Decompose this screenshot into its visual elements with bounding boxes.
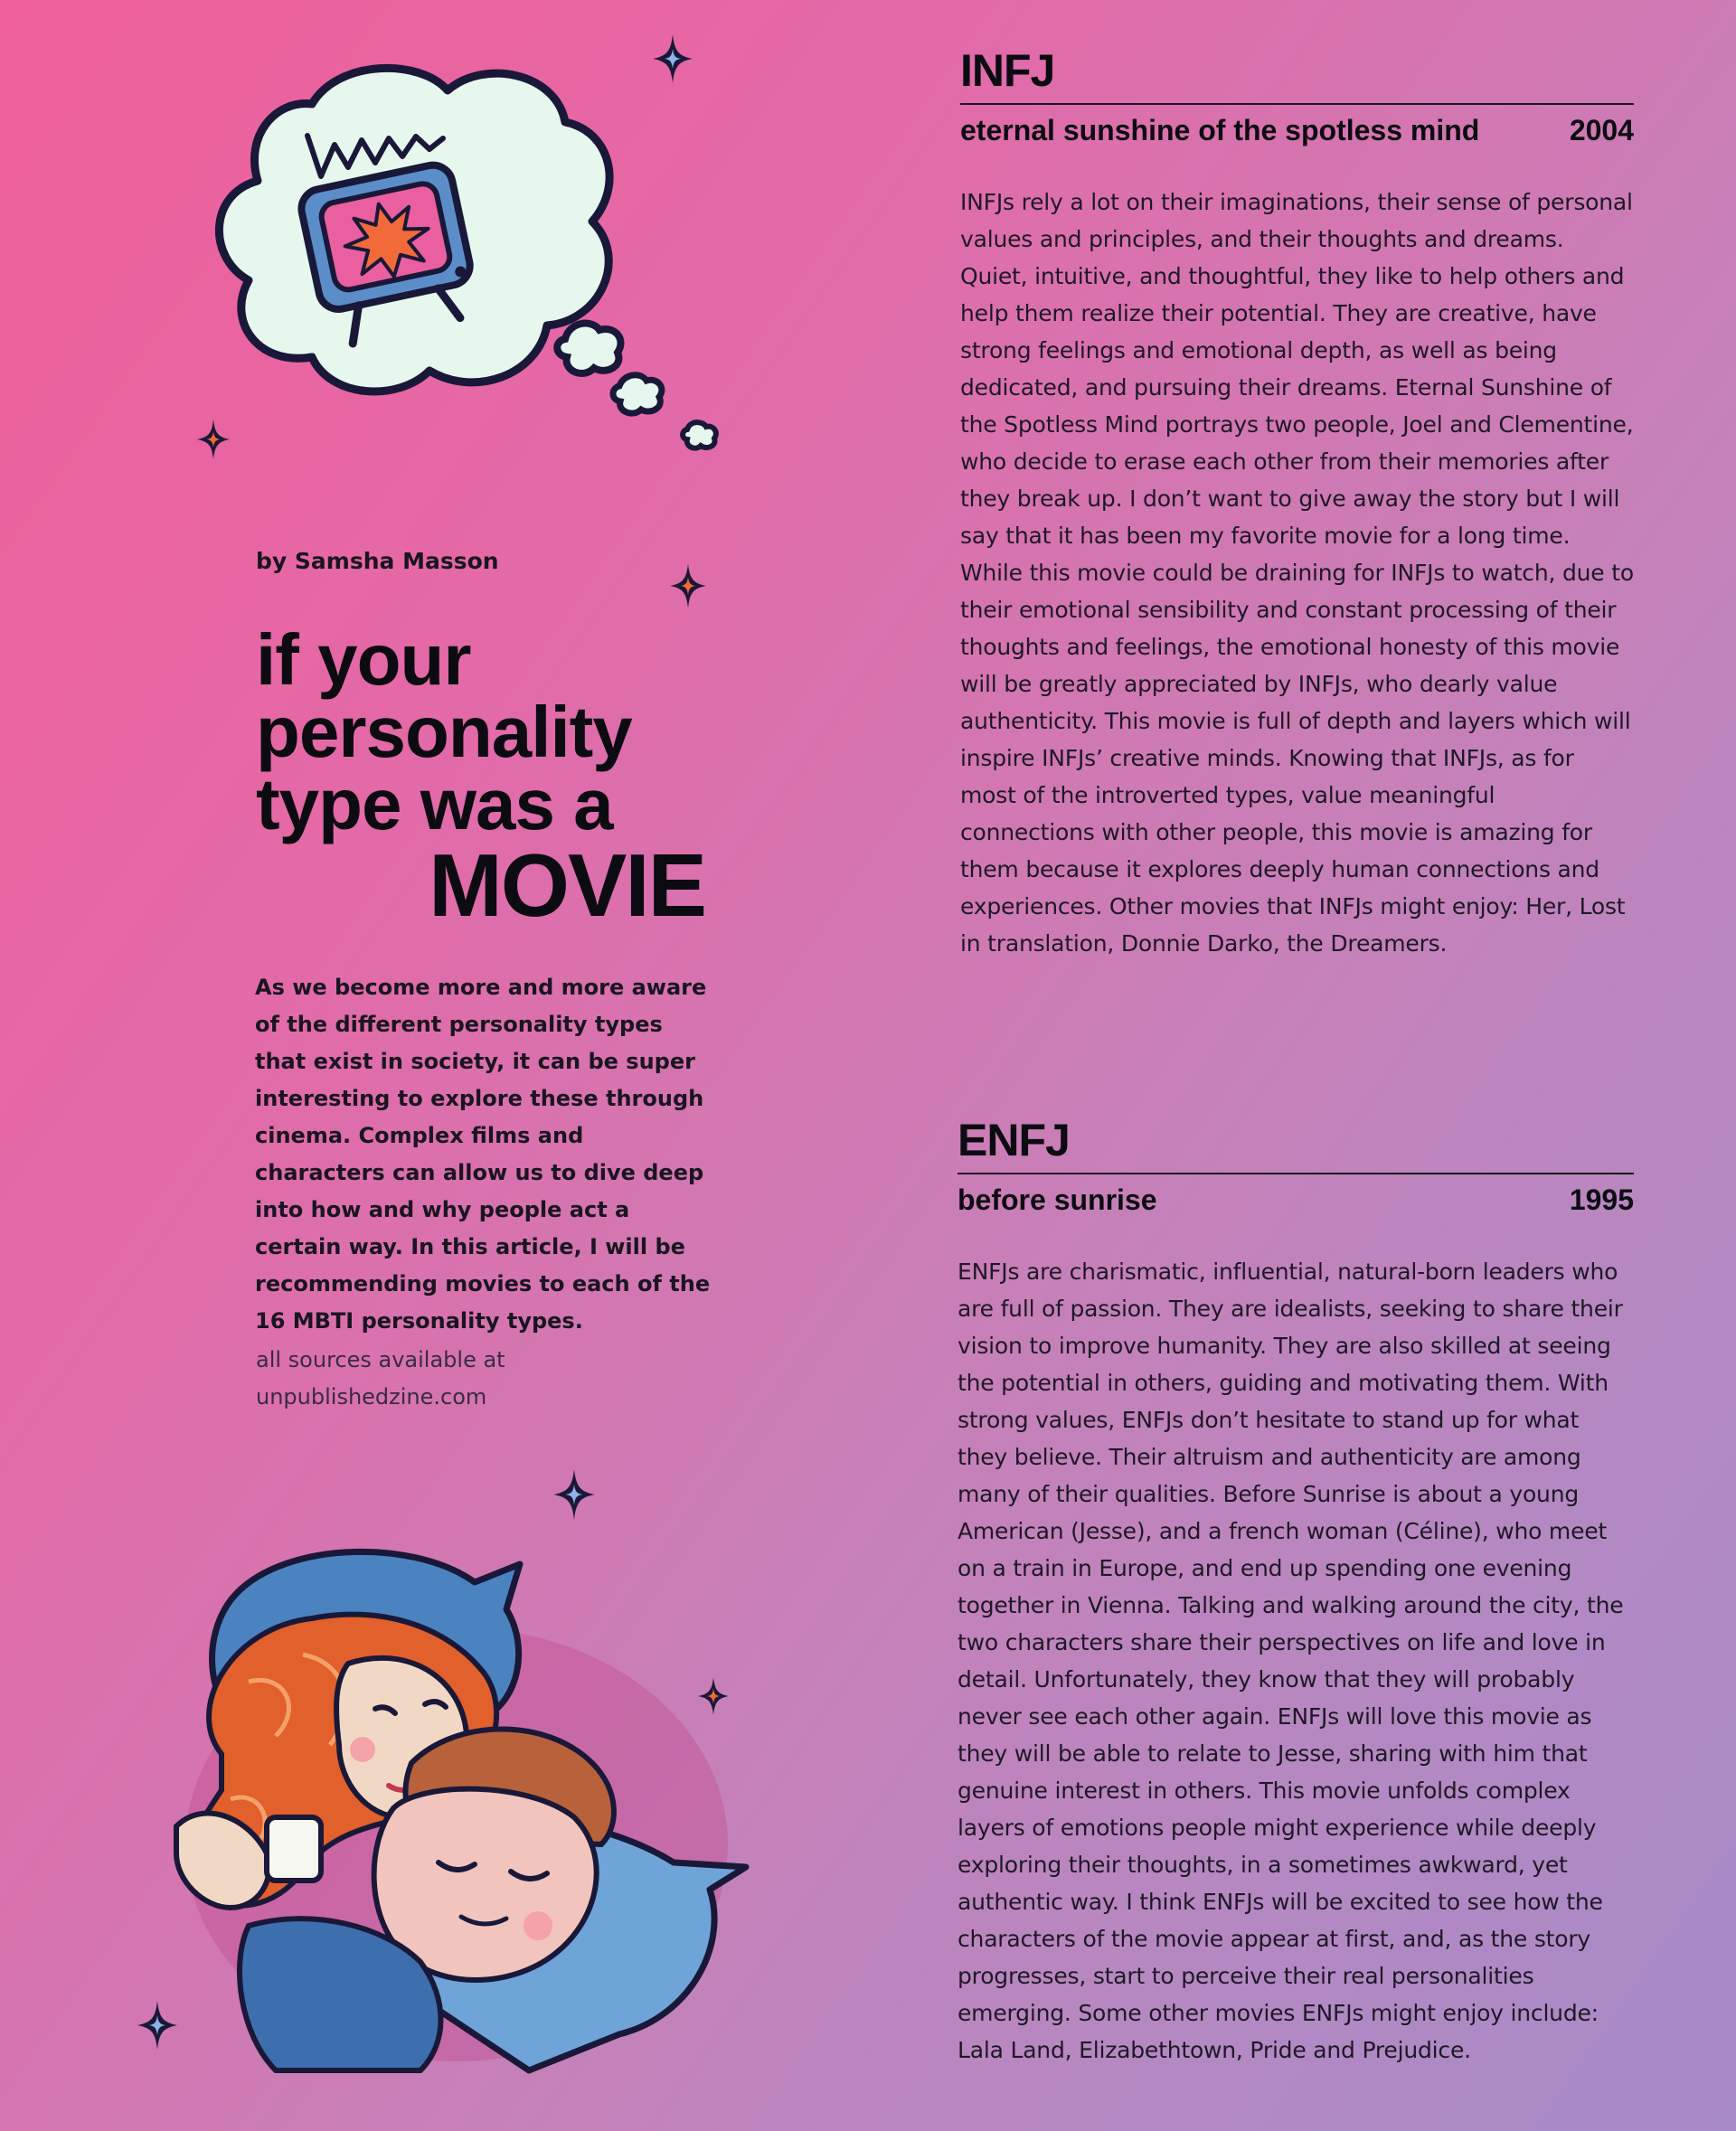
- divider: [958, 1173, 1634, 1174]
- movie-year: 2004: [1569, 114, 1634, 146]
- section-body: ENFJs are charismatic, influential, natural-born leaders who are full of passion. They are idealists, seeking to share their vision to improve humanity. They are also skilled at seeing the potential in others, guiding and motivating them. With strong values, ENFJs don’t hesitate to stand up for what they believe. Their altruism and authenticity are among many of their qualities. Before Sunrise is about a young American (Jesse), and a french woman (Céline), who meet on a train in Europe, and end up spending one evening together in Vienna. Talking and walking around the city, the two characters share their perspectives on life and love in detail. Unfortunately, they know that they will probably never see each other again. ENFJs will love this movie as they will be able to relate to Jesse, sharing with him that genuine interest in others. This movie unfolds complex layers of emotions people might experience while deeply exploring their thoughts, in a sometimes awkward, yet authentic way. I think ENFJs will be excited to see how the characters of the movie appear at first, and, as the story progresses, start to perceive their real personalities emerging. Some other movies ENFJs might enjoy include: Lala Land, Elizabethtown, Pride and Prejudice.: [958, 1259, 1624, 2063]
- byline: by Samsha Masson: [256, 548, 499, 574]
- bubble-small-1: [557, 324, 620, 373]
- headline-line-3: type was a: [256, 764, 613, 844]
- intro-paragraph: As we become more and more aware of the different personality types that exist in society, it can be super interesting to explore these through cinema. Complex films and characters can allow us to dive deep into how and why people act a certain way. In this article, I will be recommending movies to each of the 16 MBTI personality types.: [255, 975, 711, 1334]
- headline-movie: MOVIE: [429, 835, 705, 935]
- movie-title: before sunrise: [958, 1183, 1157, 1216]
- type-heading: INFJ: [960, 45, 1055, 96]
- section-body: INFJs rely a lot on their imaginations, their sense of personal values and principles, and their thoughts and dreams. Quiet, intuitive, and thoughtful, they like to help others and help them realize their potential. They are creative, have strong feelings and emotional depth, as well as being dedicated, and pursuing their dreams. Eternal Sunshine of the Spotless Mind portrays two people, Joel and Clementine, who decide to erase each other from their memories after they break up. I don’t want to give away the story but I will say that it has been my favorite movie for a long time. While this movie could be draining for INFJs to watch, due to their emotional sensibility and constant processing of their thoughts and feelings, the emotional honesty of this movie will be greatly appreciated by INFJs, who dearly value authenticity. This movie is full of depth and layers which will inspire INFJs’ creative minds. Knowing that INFJs, as for most of the introverted types, value meaningful connections with other people, this movie is amazing for them because it explores deeply human connections and experiences. Other movies that INFJs might enjoy: Her, Lost in translation, Donnie Darko, the Dreamers.: [960, 189, 1634, 957]
- section-enfj: [958, 1115, 1634, 2069]
- sparkle-icon: [670, 563, 706, 608]
- section-infj: [960, 45, 1634, 962]
- sparkle-icon: [553, 1469, 595, 1520]
- headline-line-2: personality: [256, 692, 632, 772]
- sources-line: all sources available at: [256, 1347, 505, 1372]
- movie-row: [958, 1183, 1634, 1217]
- mug-icon: [267, 1817, 321, 1881]
- movie-year: 1995: [1569, 1183, 1634, 1216]
- couple-on-pillow-illustration: [149, 1528, 764, 2098]
- headline: [256, 619, 705, 935]
- movie-title: eternal sunshine of the spotless mind: [960, 114, 1480, 146]
- sources-note: [256, 1342, 618, 1416]
- sparkle-icon: [197, 419, 230, 460]
- thought-bubble-tv-icon: [203, 50, 746, 466]
- divider: [960, 103, 1634, 105]
- movie-row: [960, 114, 1634, 147]
- sources-link[interactable]: unpublishedzine.com: [256, 1384, 487, 1410]
- bubble-small-3: [683, 422, 716, 448]
- bubble-small-2: [613, 375, 662, 413]
- type-heading: ENFJ: [958, 1115, 1070, 1165]
- headline-line-1: if your: [256, 619, 471, 700]
- sparkle-icon: [653, 34, 693, 83]
